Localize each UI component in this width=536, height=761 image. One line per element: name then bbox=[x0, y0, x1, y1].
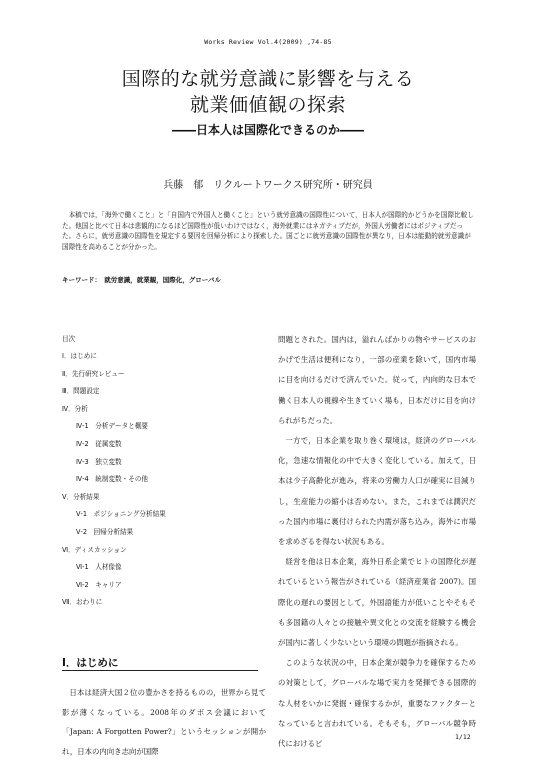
abstract-text: 本稿では，「海外で働くこと」と「自国内で外国人と働くこと」という就労意識の国際性について，日本人が国際的かどうかを国際比較した。他国と比べて日本は悲観的になるほど国際性が低いわけではなく，海外就業にはネガティブだが，外国人労働者にはポジティブだった。さらに，就労意識の国際性を規定する要因を回帰分析により探索した。国ごとに就労意識の国際性が異なり，日本は能動的就労意識が国際性を高めることが分かった。 bbox=[62, 211, 474, 251]
left-column-body bbox=[62, 683, 266, 761]
toc-item: Ⅵ-1 人材像像 bbox=[76, 563, 122, 572]
toc-item: Ⅱ．先行研究レビュー bbox=[62, 369, 125, 378]
toc-item: Ⅵ-2 キャリア bbox=[76, 580, 122, 589]
toc-item: Ⅶ．おわりに bbox=[62, 598, 103, 607]
toc-item: Ⅵ．ディスカッション bbox=[62, 545, 127, 554]
body-paragraph: 問題とされた。国内は，溢れんばかりの物やサービスのおかげで生活は便利になり，一部の産業を除いて，国内市場に目を向けるだけで済んでいた。従って，内向的な日本で働く日本人の視線や生きていく場も，日本だけに目を向けられがちだった。 bbox=[278, 335, 476, 425]
paper-title bbox=[0, 66, 536, 118]
toc-title: 目次 bbox=[62, 335, 76, 343]
toc-item: Ⅴ-2 回帰分析結果 bbox=[76, 527, 134, 536]
page-number: 1/12 bbox=[455, 733, 471, 741]
keywords: キーワード： 就労意識，就業観，国際化，グローバル bbox=[62, 276, 221, 284]
toc-item: Ⅴ-1 ポジショニング分析結果 bbox=[76, 510, 166, 519]
body-paragraph: 一方で，日本企業を取り巻く環境は，経済のグローバル化，急速な情報化の中で大きく変化している。加えて，日本は少子高齢化が進み，将来の労働力人口が確実に目減りし，生産能力の縮小は否めない。また，これまでは潤沢だった国内市場に裏付けられた内需が落ち込み，海外に市場を求めざるを得ない状況もある。 bbox=[278, 436, 476, 547]
body-paragraph: 日本は経済大国２位の豊かさを持るものの，世界から見て影が薄くなっている。2008年のダボス会議において「Japan: A Forgotten Power?」というセッションが開かれ，日本の内向き志向が国際 bbox=[62, 688, 266, 756]
toc-item: Ⅳ-3 独立変数 bbox=[76, 457, 122, 466]
toc-item: Ⅳ．分析 bbox=[62, 404, 88, 413]
section-heading: Ⅰ．はじめに bbox=[62, 657, 119, 669]
abstract bbox=[62, 210, 474, 252]
toc-item: Ⅴ．分析結果 bbox=[62, 492, 100, 501]
section-rule bbox=[62, 670, 258, 671]
toc-item: Ⅲ．問題設定 bbox=[62, 387, 100, 396]
body-paragraph: このような状況の中，日本企業が競争力を確保するための対策として，グローバルな場で実力を発揮できる国際的な人材をいかに発掘・確保するかが，重要なファクターとなっていると言われている。そもそも，グローバル競争時代におけるビ bbox=[278, 658, 476, 749]
toc-item: Ⅳ-2 従属変数 bbox=[76, 439, 122, 448]
author-line: 兵藤 郁 リクルートワークス研究所・研究員 bbox=[163, 180, 373, 191]
paper-subtitle: ――日本人は国際化できるのか―― bbox=[171, 123, 364, 137]
table-of-contents bbox=[62, 333, 262, 615]
right-column-body bbox=[278, 330, 476, 754]
title-line-2: 就業価値観の探索 bbox=[189, 94, 346, 116]
title-line-1: 国際的な就労意識に影響を与える bbox=[121, 68, 415, 90]
toc-list bbox=[62, 351, 262, 615]
toc-item: Ⅰ．はじめに bbox=[62, 352, 97, 360]
toc-item: Ⅳ-4 統制変数・その他 bbox=[76, 475, 149, 484]
journal-header: Works Review Vol.4(2009) ,74-85 bbox=[204, 38, 332, 46]
body-paragraph: 経営を他は日本企業，海外日系企業でヒトの国際化が遅れているという報告がされている（経済産業省 2007)。国際化の遅れの要因として，外国語能力が低いことやそもそも多国籍の人々との接触や異文化との交流を経験する機会が国内に著しく少ないという環境の問題が指摘される。 bbox=[278, 557, 476, 648]
toc-item: Ⅳ-1 分析データと概要 bbox=[76, 422, 149, 431]
